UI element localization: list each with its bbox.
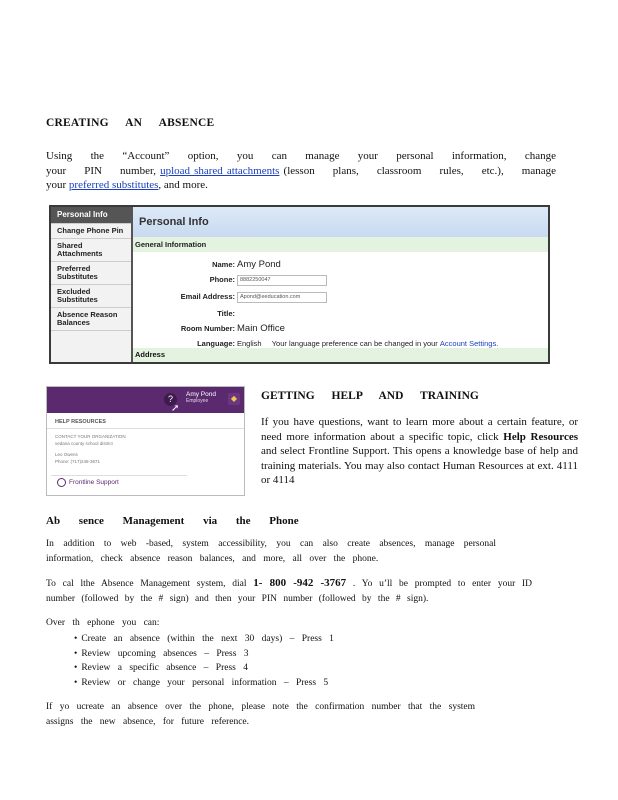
phone-paragraph-4: If yo ucreate an absence over the phone, please note the confirmation number that the system assigns the new absence, for future reference. — [46, 702, 476, 727]
frontline-support-label: Frontline Support — [69, 479, 119, 486]
help-text-1: If you have questions, want to learn more about a certain feature, or need more information about a specific topic, click — [261, 416, 578, 443]
help-question-icon[interactable]: ? — [164, 393, 177, 406]
sidebar-item-excluded-substitutes[interactable]: Excluded Substitutes — [51, 285, 131, 308]
phone-row — [133, 275, 327, 286]
phone-label: Phone: — [209, 275, 235, 285]
contact-name-line: Leo Owens — [55, 452, 78, 457]
getting-help-paragraph — [261, 415, 578, 488]
name-value: Amy Pond — [237, 259, 281, 270]
room-value: Main Office — [237, 323, 285, 334]
room-row — [133, 323, 285, 334]
phone-options-list — [74, 632, 334, 690]
sidebar-item-preferred-substitutes[interactable]: Preferred Substitutes — [51, 262, 131, 285]
phone-paragraph-3: Over th ephone you can: — [46, 618, 160, 628]
title-row — [133, 309, 237, 318]
language-label: Language: — [197, 339, 235, 348]
help-text-2: and select Frontline Support. This opens a knowledge base of help and training materials. You may also contact Human Resources at ext. 4111 or 4114 — [261, 445, 578, 486]
list-item: • Review a specific absence – Press 4 — [74, 661, 334, 676]
personal-info-screenshot — [49, 205, 550, 364]
title-label: Title: — [217, 309, 235, 318]
phone-text-a: To cal lthe Absence Management system, dial — [46, 579, 247, 589]
sidebar-item-personal-info[interactable]: Personal Info — [51, 207, 131, 224]
user-name: Amy Pond — [186, 391, 216, 398]
room-label: Room Number: — [180, 324, 235, 333]
email-row — [133, 292, 327, 303]
personal-info-main — [133, 207, 548, 362]
frontline-icon — [57, 478, 66, 487]
phone-text-b: . Yo u’ll be prompted to enter your ID number (followed by the # sign) and then your PIN number (followed by the # sign). — [46, 579, 533, 604]
account-settings-link[interactable]: Account Settings. — [439, 339, 499, 348]
contact-org-line: CONTACT YOUR ORGANIZATION — [55, 434, 126, 439]
phone-paragraph-2 — [46, 576, 532, 606]
top-bar — [47, 387, 244, 413]
name-label: Name: — [212, 260, 235, 269]
account-text-1: Using the “Account” option, you can manage your personal information, change your PIN number, — [46, 150, 556, 177]
help-resources-bold: Help Resources — [503, 430, 578, 443]
account-text-2: (lesson plans, classroom rules, etc.), manage your — [46, 164, 557, 191]
contact-phone-line: Phone: (717)248-3671 — [55, 459, 101, 464]
frontline-support-button[interactable] — [51, 475, 187, 490]
personal-info-sidebar — [51, 207, 133, 362]
notification-icon[interactable]: ◆ — [228, 393, 240, 405]
name-row — [133, 259, 281, 270]
email-field[interactable]: Apond@eeducation.com — [237, 292, 327, 303]
heading-phone: Ab sence Management via the Phone — [46, 515, 299, 527]
account-text-3: , and more. — [158, 179, 208, 191]
phone-field[interactable]: 8882250047 — [237, 275, 327, 286]
sidebar-item-change-phone-pin[interactable]: Change Phone Pin — [51, 224, 131, 239]
help-resources-screenshot — [46, 386, 245, 496]
heading-getting-help: GETTING HELP AND TRAINING — [261, 390, 479, 402]
phone-paragraph-1: In addition to web -based, system accessibility, you can also create absences, manage personal information, check absence reason balances, and more, all over the phone. — [46, 539, 496, 564]
help-resources-header: HELP RESOURCES — [47, 413, 244, 429]
language-value: English — [237, 339, 262, 348]
personal-info-title: Personal Info — [133, 207, 548, 237]
sidebar-item-absence-reason-balances[interactable]: Absence Reason Balances — [51, 308, 131, 331]
upload-attachments-link[interactable]: upload shared attachments — [160, 164, 280, 177]
list-item: • Review or change your personal information – Press 5 — [74, 676, 334, 691]
general-information-header: General Information — [133, 237, 548, 252]
heading-creating-absence: CREATING AN ABSENCE — [46, 117, 215, 129]
email-label: Email Address: — [180, 292, 235, 302]
account-paragraph — [46, 149, 556, 193]
phone-number: 1- 800 -942 -3767 — [253, 577, 347, 589]
user-role: Employee — [186, 398, 209, 404]
address-header: Address — [133, 348, 548, 362]
district-line: vedana county school district — [55, 441, 113, 446]
list-item: • Review upcoming absences – Press 3 — [74, 647, 334, 662]
language-note: Your language preference can be changed in your — [271, 339, 438, 348]
cursor-icon: ➚ — [171, 403, 180, 414]
sidebar-item-shared-attachments[interactable]: Shared Attachments — [51, 239, 131, 262]
language-row — [133, 339, 498, 348]
list-item: • Create an absence (within the next 30 days) – Press 1 — [74, 632, 334, 647]
preferred-substitutes-link[interactable]: preferred substitutes — [68, 179, 159, 191]
user-menu[interactable] — [186, 391, 216, 405]
